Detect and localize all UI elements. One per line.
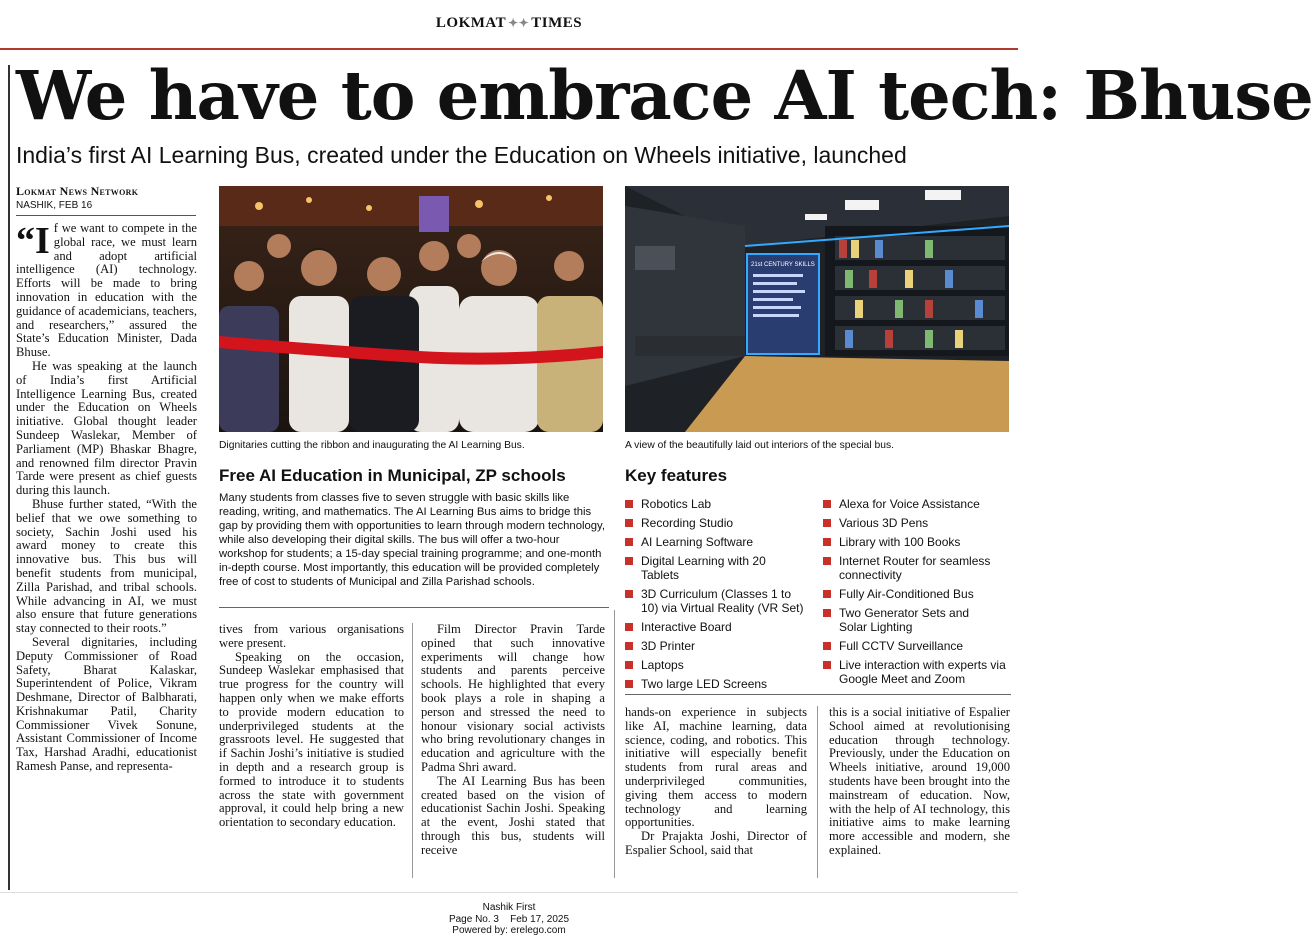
- ribbon-cutting-photo: [219, 186, 603, 432]
- paragraph: this is a social initiative of Espalier School aimed at revolutionising education through technology. Previously, under the Education on Wheels initiative, around 19,000 students have been brought into the mainstream of education. Now, with the help of AI technology, this initiative aims to make learning more accessible and modern, she explained.: [829, 705, 1010, 857]
- paragraph: Speaking on the occasion, Sundeep Waslekar emphasised that true progress for the country will happen only when we make efforts to provide modern education to underprivileged students at the grassroots level. He suggested that if Sachin Joshi’s initiative is studied in depth and a research group is formed to introduce it to students across the state with government approval, it could help bring a new orientation to secondary education.: [219, 649, 404, 830]
- list-item: 3D Printer: [625, 639, 695, 653]
- bullet-square-icon: [625, 519, 633, 527]
- key-features-heading: Key features: [625, 466, 728, 485]
- column-rule: [614, 610, 615, 878]
- list-item: Live interaction with experts via Google Meet and Zoom: [823, 658, 1009, 686]
- paragraph: Several dignitaries, including Deputy Commissioner of Road Safety, Bharat Kalaskar, Superintendent of Police, Vikram Deshmane, Director of Balbharati, Krishnakumar Patil, Charity Commissioner Vivek Sonune, Assistant Commissioner of Income Tax, Harshad Aradhi, educationist Ramesh Panse, and representa-: [16, 634, 197, 774]
- list-item: Library with 100 Books: [823, 535, 960, 549]
- screen-heading: 21st CENTURY SKILLS: [751, 262, 815, 268]
- page-footer: [0, 902, 1018, 937]
- paragraph: hands-on experience in subjects like AI, machine learning, data science, coding, and robotics. This initiative will especially benefit students from rural areas and underprivileged communities, giving them access to modern technology and learning opportunities.: [625, 705, 807, 830]
- column-rule: [817, 706, 818, 878]
- list-item: Laptops: [625, 658, 684, 672]
- bullet-square-icon: [625, 500, 633, 508]
- list-item: Two large LED Screens: [625, 677, 767, 691]
- masthead: [0, 0, 1018, 50]
- byline-dateline: NASHIK, FEB 16: [16, 200, 93, 211]
- section-rule: [625, 694, 1011, 695]
- bullet-square-icon: [823, 538, 831, 546]
- list-item: Alexa for Voice Assistance: [823, 497, 980, 511]
- paragraph: The AI Learning Bus has been created based on the vision of educationist Sachin Joshi. Speaking at the event, Joshi stated that through this bus, students will receive: [421, 773, 605, 857]
- list-item: Internet Router for seamless connectivity: [823, 554, 1009, 582]
- bullet-square-icon: [823, 642, 831, 650]
- bus-interior-photo: [625, 186, 1009, 432]
- list-item: Fully Air-Conditioned Bus: [823, 587, 974, 601]
- list-item: Digital Learning with 20 Tablets: [625, 554, 801, 582]
- bullet-square-icon: [625, 557, 633, 565]
- article-column-5: [829, 706, 1010, 858]
- list-item: AI Learning Software: [625, 535, 753, 549]
- list-item: Recording Studio: [625, 516, 733, 530]
- bullet-square-icon: [625, 590, 633, 598]
- article-column-3: [421, 623, 605, 858]
- list-item: Two Generator Sets and Solar Lighting: [823, 606, 989, 634]
- sidebar-heading: Free AI Education in Municipal, ZP schools: [219, 466, 566, 485]
- paragraph: Dr Prajakta Joshi, Director of Espalier School, said that: [625, 829, 807, 857]
- bullet-square-icon: [823, 609, 831, 617]
- article-column-1: [16, 222, 197, 774]
- bullet-square-icon: [625, 661, 633, 669]
- list-item: Interactive Board: [625, 620, 732, 634]
- column-rule: [412, 623, 413, 878]
- headline: We have to embrace AI tech: Bhuse: [16, 56, 1313, 135]
- bullet-square-icon: [823, 519, 831, 527]
- paragraph: He was speaking at the launch of India’s first Artificial Intelligence Learning Bus, created under the Education on Wheels initiative. Global thought leader Sundeep Waslekar, Member of Parliament (MP) Bhaskar Bhagre, and renowned film director Pravin Tarde were present as chief guests during this launch.: [16, 358, 197, 498]
- footer-rule: [0, 892, 1018, 893]
- list-item: Various 3D Pens: [823, 516, 928, 530]
- bullet-square-icon: [823, 661, 831, 669]
- page-info: Page No. 3 Feb 17, 2025: [448, 913, 570, 925]
- list-item: Robotics Lab: [625, 497, 711, 511]
- paragraph: tives from various organisations were present.: [219, 622, 404, 650]
- bullet-square-icon: [625, 623, 633, 631]
- ribbon-cutting-illustration: [219, 186, 603, 432]
- byline-source: Lokmat News Network: [16, 184, 139, 198]
- powered-by-link[interactable]: Powered by: erelego.com: [452, 925, 566, 936]
- bullet-square-icon: [823, 590, 831, 598]
- article-column-2: [219, 623, 404, 830]
- byline-rule: [16, 215, 196, 216]
- photo-caption: Dignitaries cutting the ribbon and inaugurating the AI Learning Bus.: [219, 440, 525, 451]
- edition-name: Nashik First: [482, 902, 536, 913]
- subheadline: India’s first AI Learning Bus, created under the Education on Wheels initiative, launched: [16, 142, 907, 168]
- bus-interior-illustration: [625, 186, 1009, 432]
- section-rule: [219, 607, 609, 608]
- paragraph: f we want to compete in the global race, we must learn and adopt artificial intelligence (AI) technology. Efforts will be made to bring innovation in education with the guidance of academicians, teachers, and researchers,” assured the State’s Education Minister, Dada Bhuse.: [16, 221, 197, 360]
- paragraph: Bhuse further stated, “With the belief that we owe something to society, Sachin Joshi used his award money to create this innovative bus. This bus will benefit students from municipal, Zilla Parishad, and tribal schools. While advancing in AI, we must also ensure that future generations stay connected to their roots.”: [16, 496, 197, 636]
- bullet-square-icon: [823, 557, 831, 565]
- list-item: 3D Curriculum (Classes 1 to 10) via Virtual Reality (VR Set): [625, 587, 811, 615]
- left-margin-rule: [8, 65, 10, 890]
- bullet-square-icon: [625, 680, 633, 688]
- sidebar-body: Many students from classes five to seven struggle with basic skills like reading, writing, and mathematics. The AI Learning Bus aims to bridge this gap by providing them with opportunities to learn through modern technology, while also developing their digital skills. The bus will offer a two-hour workshop for students; a 15-day special training programme; and one-month in-depth course. Most importantly, this education will be provided completely free of cost to students of Municipal and Zilla Parishad schools.: [219, 492, 606, 588]
- article-column-4: [625, 706, 807, 858]
- list-item: Full CCTV Surveillance: [823, 639, 963, 653]
- newspaper-logo: LOKMAT ✦✦ TIMES: [435, 15, 583, 31]
- bullet-square-icon: [625, 642, 633, 650]
- dropcap: “I: [16, 220, 50, 262]
- bullet-square-icon: [625, 538, 633, 546]
- bullet-square-icon: [823, 500, 831, 508]
- paragraph: Film Director Pravin Tarde opined that such innovative experiments will change how students and parents perceive schools. He highlighted that every book plays a role in shaping a person and stressed the need to honour visionary social activists who bring revolutionary changes in education and agriculture with the Padma Shri award.: [421, 622, 605, 774]
- photo-caption: A view of the beautifully laid out interiors of the special bus.: [625, 440, 895, 451]
